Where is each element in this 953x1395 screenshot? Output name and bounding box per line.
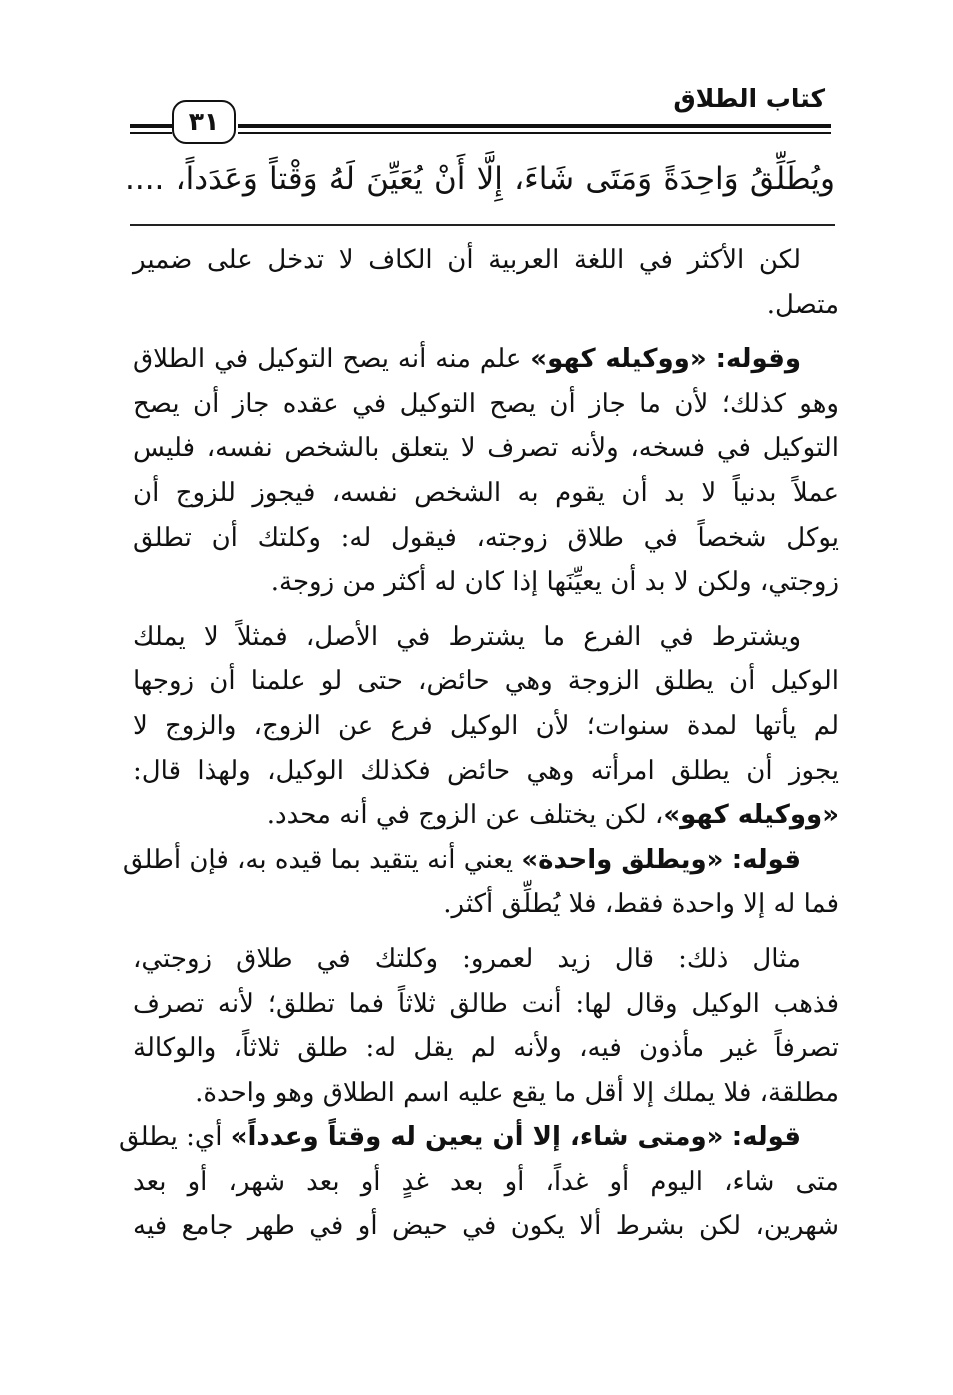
text-line: متصل. bbox=[766, 289, 839, 320]
text-line: لكن الأكثر في اللغة العربية أن الكاف لا تدخل على ضمير bbox=[133, 245, 801, 275]
commentary-text bbox=[118, 238, 839, 1249]
text-line: عملاً بدنياً لا بد أن يقوم به الشخص نفسه، فيجوز للزوج أن bbox=[133, 477, 839, 508]
text-line: لم يأتها لمدة سنوات؛ لأن الوكيل فرع عن الزوج، والزوج لا bbox=[133, 710, 839, 741]
text-run: يعني أنه يتقيد بما قيده به، فإن أطلق bbox=[122, 844, 514, 875]
paragraph bbox=[133, 615, 839, 838]
lead-word: قوله: bbox=[731, 1122, 801, 1153]
paragraph bbox=[133, 337, 839, 605]
text-line: مطلقة، فلا يملك إلا أقل ما يقع عليه اسم الطلاق وهو واحدة. bbox=[195, 1077, 839, 1108]
text-line: وهو كذلك؛ لأن ما جاز أن يصح التوكيل في عقده جاز أن يصح bbox=[133, 388, 839, 419]
text-line: شهرين، لكن بشرط ألا يكون في حيض أو في طهر جامع فيه bbox=[133, 1211, 839, 1242]
text-line: زوجتي، ولكن لا بد أن يعيِّنَها إذا كان له أكثر من زوجة. bbox=[270, 567, 839, 598]
lead-word: قوله: bbox=[731, 844, 801, 875]
page-number-badge: ٣١ bbox=[172, 100, 236, 144]
quoted-phrase: «ومتى شاء، إلا أن يعين له وقتاً وعدداً» bbox=[230, 1122, 724, 1153]
text-line: يوكل شخصاً في طلاق زوجته، فيقول له: وكلتك أن تطلق bbox=[133, 522, 839, 553]
text-line: مثال ذلك: قال زيد لعمرو: وكلتك في طلاق زوجتي، bbox=[133, 943, 801, 974]
paragraph bbox=[118, 1115, 839, 1249]
text-run: ، لكن يختلف عن الزوج في أنه محدد. bbox=[266, 800, 664, 831]
header-rule-left-thin bbox=[130, 132, 172, 134]
text-line: فما له إلا واحدة فقط، فلا يُطلِّق أكثر. bbox=[443, 889, 839, 920]
text-line: متى شاء، اليوم أو غداً، أو بعد غدٍ أو بعد شهر، أو بعد bbox=[133, 1166, 839, 1197]
text-run: علم منه أنه يصح التوكيل في الطلاق bbox=[133, 344, 522, 375]
text-line: فذهب الوكيل وقال لها: أنت طالق ثلاثاً فما تطلق؛ لأنه تصرف bbox=[133, 988, 839, 1019]
paragraph bbox=[122, 838, 839, 927]
text-line bbox=[122, 838, 839, 883]
header-rule-thin bbox=[238, 132, 831, 134]
paragraph bbox=[133, 238, 839, 327]
text-line: يجوز أن يطلق امرأته وهي حائض فكذلك الوكيل، ولهذا قال: bbox=[133, 755, 839, 786]
header-rule-left-thick bbox=[130, 124, 172, 128]
header-rule-thick bbox=[238, 124, 831, 128]
matn-separator-rule bbox=[130, 224, 835, 226]
text-line: التوكيل في فسخه، ولأنه تصرف لا يتعلق بالشخص نفسه، فليس bbox=[133, 433, 839, 464]
text-line bbox=[118, 1115, 839, 1160]
text-line: تصرفاً غير مأذون فيه، ولأنه لم يقل له: طلق ثلاثاً، والوكالة bbox=[133, 1033, 839, 1064]
running-header-title: كتاب الطلاق bbox=[673, 84, 825, 113]
text-run: أي: يطلق bbox=[118, 1122, 223, 1153]
quoted-phrase: «ووكيله كهو» bbox=[663, 800, 839, 831]
quoted-phrase: «ووكيله كهو» bbox=[530, 344, 707, 375]
paragraph bbox=[133, 937, 839, 1115]
quoted-phrase: «ويطلق واحدة» bbox=[521, 844, 724, 875]
text-line bbox=[133, 337, 839, 382]
text-line: ويشترط في الفرع ما يشترط في الأصل، فمثلاً لا يملك bbox=[133, 621, 801, 652]
text-line: الوكيل أن يطلق الزوجة وهي حائض، حتى لو علمنا أن زوجها bbox=[133, 666, 839, 697]
matn-text-line: ويُطَلِّقُ وَاحِدَةً وَمَتَى شَاءَ، إِلَّا أَنْ يُعَيِّنَ لَهُ وَقْتاً وَعَدَداً، .... bbox=[125, 161, 835, 197]
text-line bbox=[133, 793, 839, 838]
lead-word: وقوله: bbox=[715, 344, 802, 375]
